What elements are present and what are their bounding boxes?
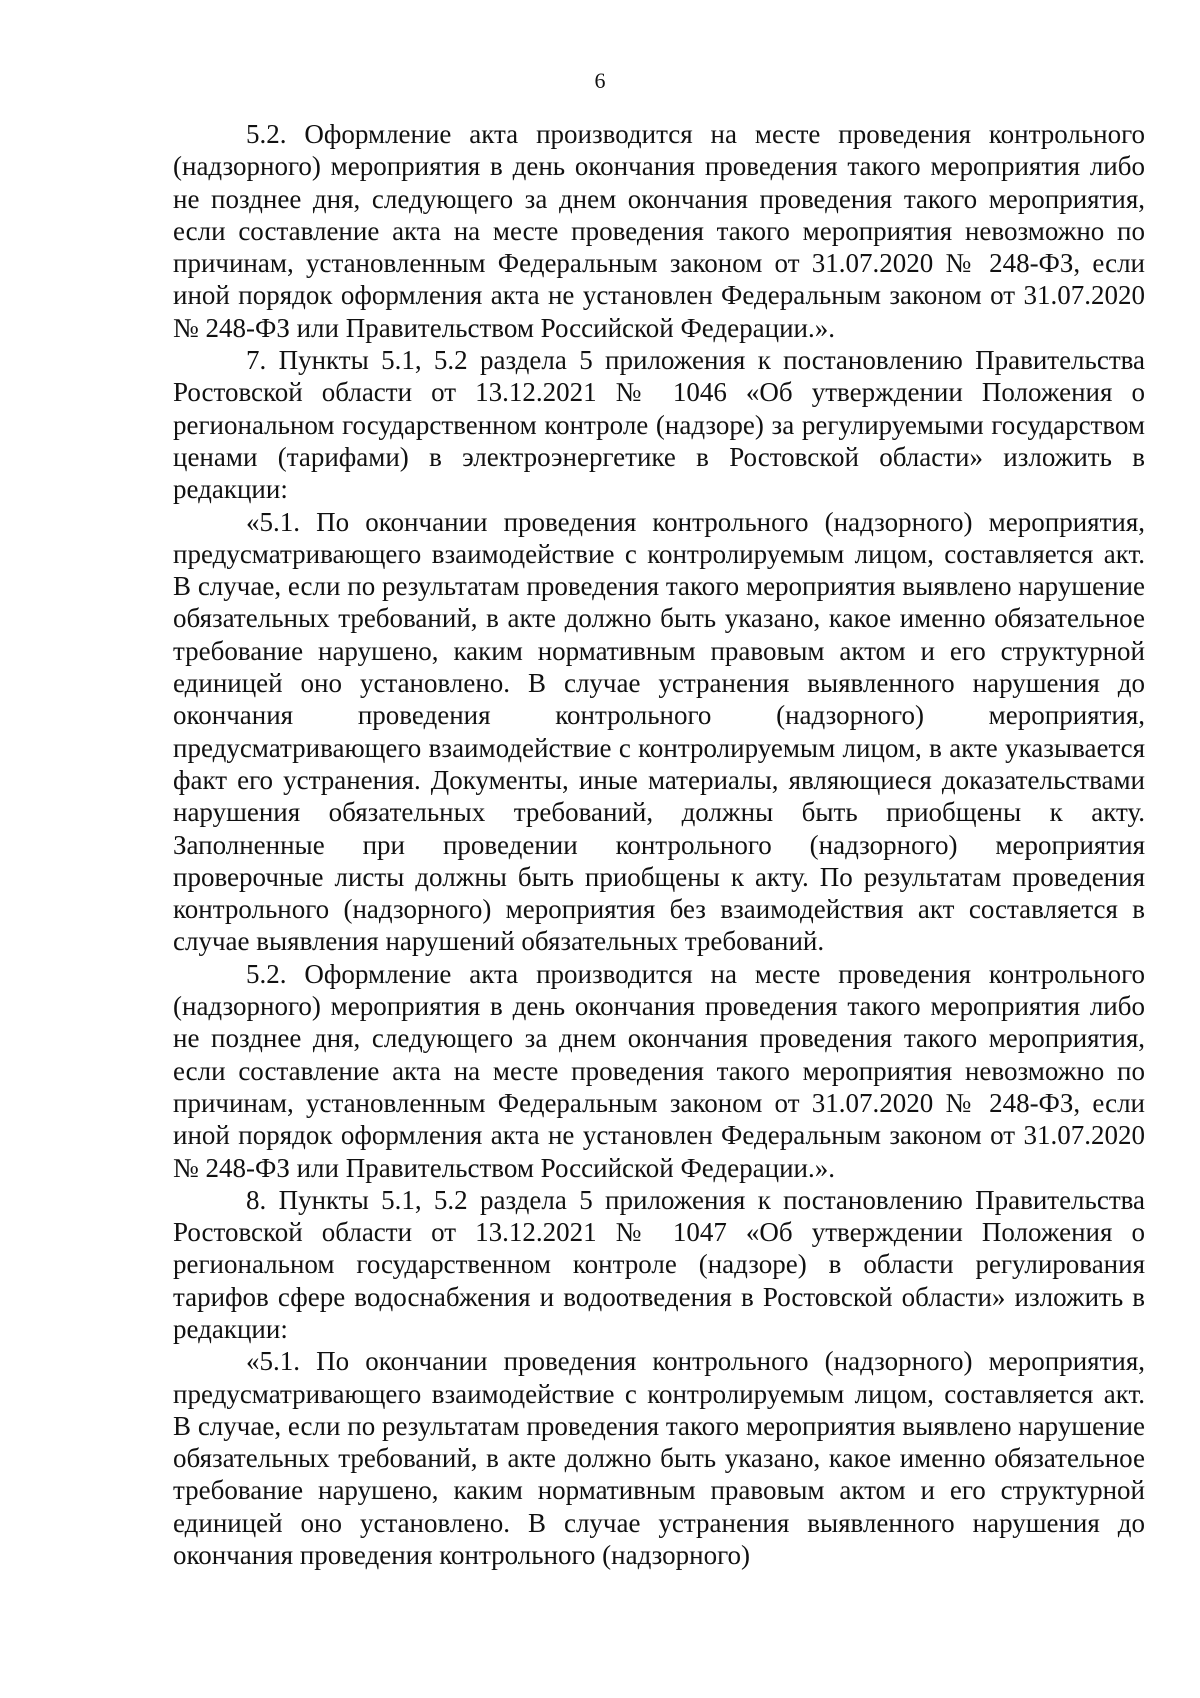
page-number: 6: [594, 68, 606, 93]
paragraph-5-1-item-8: «5.1. По окончании проведения контрольного (надзорного) мероприятия, предусматривающего взаимодействие с контролируемым лицом, составляется акт. В случае, если по результатам проведения такого мероприятия выявлено нарушение обязательных требований, в акте должно быть указано, какое именно обязательное требование нарушено, каким нормативным правовым актом и его структурной единицей оно установлено. В случае устранения выявленного нарушения до окончания проведения контрольного (надзорного): [173, 1346, 1145, 1571]
paragraph-5-2-end: 5.2. Оформление акта производится на месте проведения контрольного (надзорного) мероприятия в день окончания проведения такого мероприятия либо не позднее дня, следующего за днем окончания проведения такого мероприятия, если составление акта на месте проведения такого мероприятия невозможно по причинам, установленным Федеральным законом от 31.07.2020 № 248-ФЗ, если иной порядок оформления акта не установлен Федеральным законом от 31.07.2020 № 248-ФЗ или Правительством Российской Федерации.».: [173, 119, 1145, 343]
paragraph-5-2-item-7: 5.2. Оформление акта производится на месте проведения контрольного (надзорного) мероприятия в день окончания проведения такого мероприятия либо не позднее дня, следующего за днем окончания проведения такого мероприятия, если составление акта на месте проведения такого мероприятия невозможно по причинам, установленным Федеральным законом от 31.07.2020 № 248-ФЗ, если иной порядок оформления акта не установлен Федеральным законом от 31.07.2020 № 248-ФЗ или Правительством Российской Федерации.».: [173, 958, 1145, 1183]
document-body: [173, 118, 1145, 1571]
paragraph-item-8: 8. Пункты 5.1, 5.2 раздела 5 приложения к постановлению Правительства Ростовской области от 13.12.2021 № 1047 «Об утверждении Положения о региональном государственном контроле (надзоре) в области регулирования тарифов сфере водоснабжения и водоотведения в Ростовской области» изложить в редакции:: [173, 1184, 1145, 1344]
paragraph-5-1-item-7: «5.1. По окончании проведения контрольного (надзорного) мероприятия, предусматривающего взаимодействие с контролируемым лицом, составляется акт. В случае, если по результатам проведения такого мероприятия выявлено нарушение обязательных требований, в акте должно быть указано, какое именно обязательное требование нарушено, каким нормативным правовым актом и его структурной единицей оно установлено. В случае устранения выявленного нарушения до окончания проведения контрольного (надзорного) мероприятия, предусматривающего взаимодействие с контролируемым лицом, в акте указывается факт его устранения. Документы, иные материалы, являющиеся доказательствами нарушения обязательных требований, должны быть приобщены к акту. Заполненные при проведении контрольного (надзорного) мероприятия проверочные листы должны быть приобщены к акту. По результатам проведения контрольного (надзорного) мероприятия без взаимодействия акт составляется в случае выявления нарушений обязательных требований.: [173, 506, 1145, 957]
paragraph-item-7: 7. Пункты 5.1, 5.2 раздела 5 приложения к постановлению Правительства Ростовской области от 13.12.2021 № 1046 «Об утверждении Положения о региональном государственном контроле (надзоре) за регулируемыми государством ценами (тарифами) в электроэнергетике в Ростовской области» изложить в редакции:: [173, 345, 1145, 505]
